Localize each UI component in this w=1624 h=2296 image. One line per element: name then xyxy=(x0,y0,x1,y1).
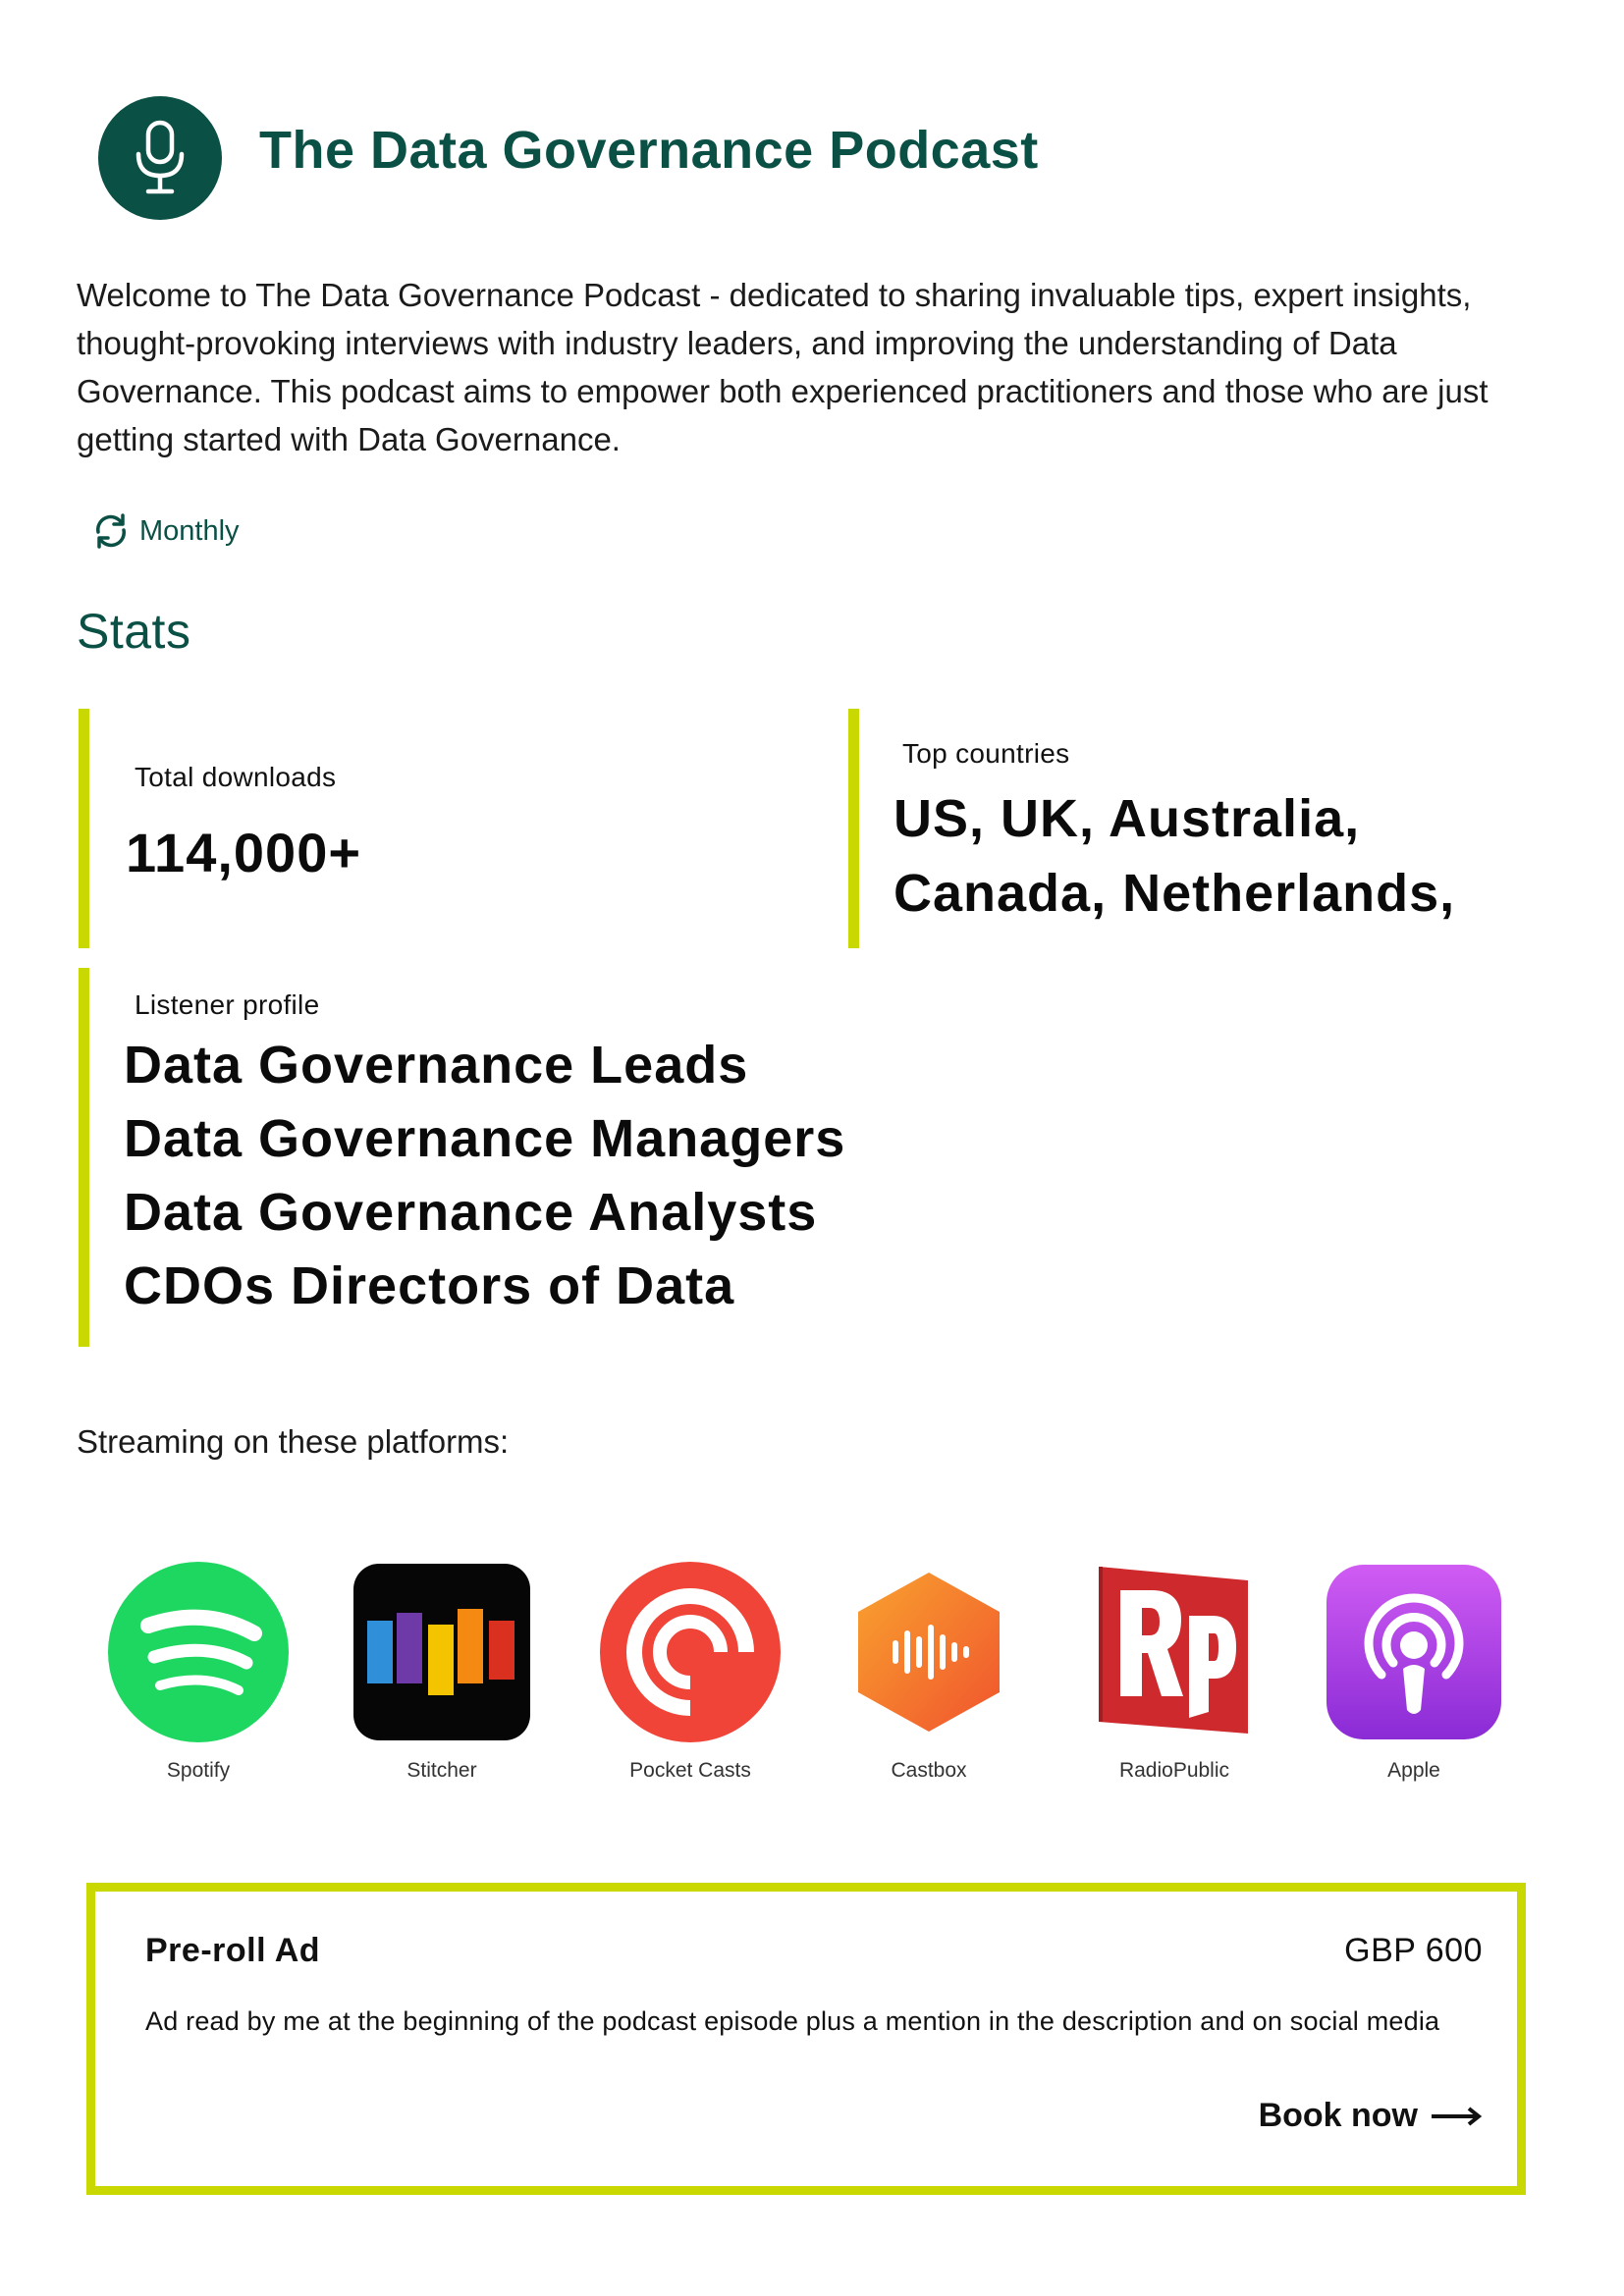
arrow-right-icon xyxy=(1432,2107,1483,2126)
listener-profile-item: Data Governance Managers xyxy=(124,1109,846,1168)
top-countries-line: US, UK, Australia, xyxy=(893,789,1361,848)
platform-name: Apple xyxy=(1387,1759,1440,1782)
castbox-icon xyxy=(850,1569,1007,1735)
total-downloads-value: 114,000+ xyxy=(126,822,362,883)
listener-profile-item: CDOs Directors of Data xyxy=(124,1256,735,1315)
platform-pocket-casts[interactable] xyxy=(592,1561,788,1796)
listener-profile-item: Data Governance Analysts xyxy=(124,1183,818,1242)
platform-radiopublic[interactable] xyxy=(1076,1561,1272,1796)
platform-name: Castbox xyxy=(891,1759,967,1782)
top-countries-value xyxy=(893,781,1522,931)
platform-name: Pocket Casts xyxy=(629,1759,751,1782)
intro-paragraph: Welcome to The Data Governance Podcast - dedicated to sharing invaluable tips, expert insights, thought-provoking interviews with industry leaders, and improving the understanding of Data Governance. This podcast aims to empower both experienced practitioners and those who are just getting started with Data Governance. xyxy=(77,277,1489,457)
platform-spotify[interactable] xyxy=(100,1561,297,1796)
microphone-icon xyxy=(129,119,191,197)
listener-profile-item: Data Governance Leads xyxy=(124,1036,749,1095)
platform-name: Stitcher xyxy=(406,1759,477,1782)
pocket-casts-icon xyxy=(599,1561,782,1743)
ad-price: GBP 600 xyxy=(1344,1932,1483,1969)
top-countries-label: Top countries xyxy=(902,738,1070,769)
frequency-label: Monthly xyxy=(139,514,240,547)
book-now-label: Book now xyxy=(1258,2097,1418,2134)
platform-name: Spotify xyxy=(166,1759,231,1782)
spotify-icon xyxy=(107,1561,290,1743)
radiopublic-icon xyxy=(1091,1561,1258,1743)
platform-name: RadioPublic xyxy=(1118,1759,1230,1782)
platforms-heading: Streaming on these platforms: xyxy=(77,1423,510,1460)
page-title: The Data Governance Podcast xyxy=(259,121,1039,180)
total-downloads-label: Total downloads xyxy=(135,762,337,792)
book-now-button[interactable] xyxy=(1259,2097,1483,2135)
platform-stitcher[interactable] xyxy=(344,1561,540,1796)
listener-profile-list xyxy=(124,1029,845,1323)
top-countries-line: Canada, Netherlands, xyxy=(893,864,1456,923)
podcast-logo xyxy=(98,96,222,220)
listener-profile-label: Listener profile xyxy=(135,989,320,1020)
ad-description: Ad read by me at the beginning of the podcast episode plus a mention in the description and on social media xyxy=(145,2006,1440,2036)
platform-apple[interactable] xyxy=(1316,1561,1512,1796)
refresh-icon xyxy=(90,510,132,552)
release-frequency xyxy=(90,510,240,552)
apple-podcasts-icon xyxy=(1326,1565,1501,1739)
platform-castbox[interactable] xyxy=(831,1561,1027,1796)
pre-roll-ad-card xyxy=(86,1883,1526,2195)
stitcher-icon xyxy=(353,1564,530,1740)
ad-title: Pre-roll Ad xyxy=(145,1932,321,1969)
stats-heading: Stats xyxy=(77,604,191,659)
